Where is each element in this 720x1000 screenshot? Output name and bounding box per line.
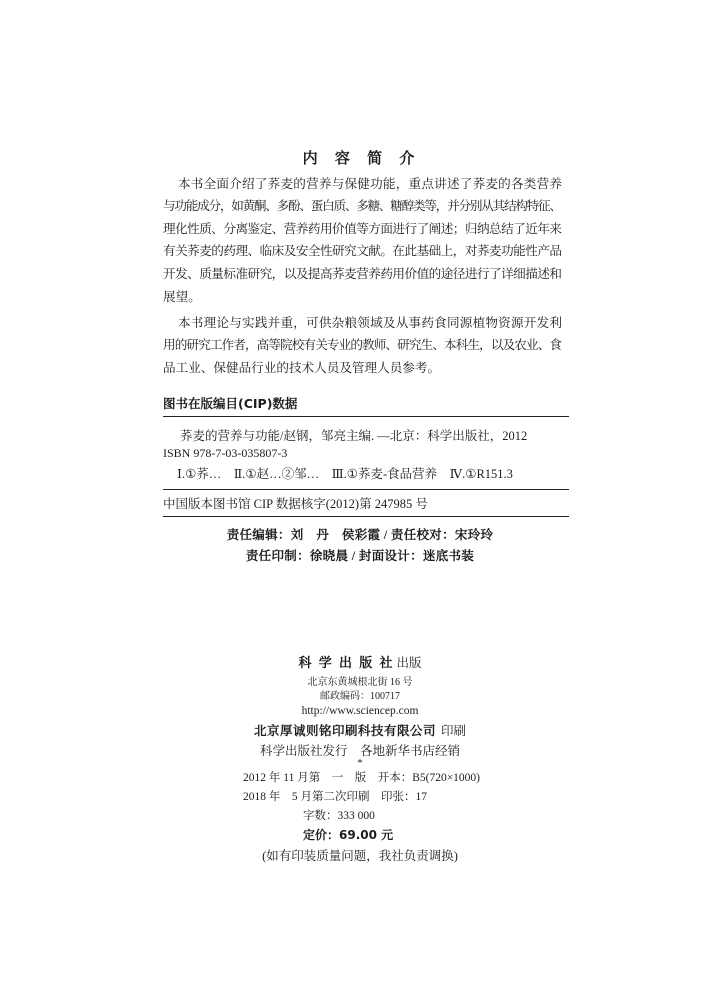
paragraph-line — [163, 286, 562, 309]
publisher-line — [0, 653, 720, 673]
summary-paragraph-2 — [163, 312, 562, 380]
cip-subjects: Ⅰ.①荞… Ⅱ.①赵…②邹… Ⅲ.①荞麦-食品营养 Ⅳ.①R151.3 — [177, 467, 513, 481]
cip-divider-middle — [163, 489, 569, 490]
printing-line: 2018 年 5 月第二次印刷 印张：17 — [243, 791, 427, 803]
line-text: 理化性质、分离鉴定、营养药用价值等方面进行了阐述；归纳总结了近年来 — [163, 221, 562, 236]
cip-divider-bottom — [163, 516, 569, 517]
publisher-role: 出版 — [396, 656, 422, 670]
paragraph-line — [163, 334, 562, 357]
cip-heading: 图书在版编目(CIP)数据 — [163, 396, 298, 411]
separator-asterisk: * — [357, 758, 363, 769]
publisher-website: http://www.sciencep.com — [301, 705, 419, 717]
word-count: 字数：333 000 — [303, 810, 375, 822]
distribution-line: 科学出版社发行 各地新华书店经销 — [259, 744, 460, 758]
publisher-address: 北京东黄城根北街 16 号 — [307, 677, 413, 688]
quality-note: (如有印装质量问题，我社负责调换) — [262, 849, 458, 863]
paragraph-line — [163, 218, 562, 241]
line-text: 展望。 — [163, 289, 201, 304]
line-text: 与功能成分，如黄酮、多酚、蛋白质、多糖、糖醇类等，并分别从其结构特征、 — [163, 199, 561, 214]
cip-divider-top — [163, 416, 569, 417]
printer-role: 印刷 — [441, 724, 467, 738]
edition-line: 2012 年 11 月第 一 版 开本：B5(720×1000) — [243, 772, 481, 784]
paragraph-line — [163, 173, 562, 196]
paragraph-line — [163, 312, 562, 335]
paragraph-line — [163, 195, 562, 218]
cip-isbn: ISBN 978-7-03-035807-3 — [163, 446, 288, 460]
printer-name: 北京厚诚则铭印刷科技有限公司 — [253, 724, 436, 738]
line-text: 品工业、保健品行业的技术人员及管理人员参考。 — [163, 360, 441, 375]
summary-title: 内 容 简 介 — [302, 149, 418, 167]
publisher-postcode: 邮政编码：100717 — [320, 691, 400, 702]
credits-production: 责任印制：徐晓晨 / 封面设计：迷底书装 — [245, 549, 475, 563]
credits-editors: 责任编辑：刘 丹 侯彩霞 / 责任校对：宋玲玲 — [226, 528, 494, 542]
paragraph-line — [163, 240, 562, 263]
paragraph-line — [163, 263, 562, 286]
line-text: 开发、质量标准研究，以及提高荞麦营养药用价值的途径进行了详细描述和 — [163, 267, 562, 282]
line-text: 用的研究工作者，高等院校有关专业的教师、研究生、本科生，以及农业、食 — [163, 338, 562, 353]
paragraph-line — [163, 357, 562, 380]
printer-line — [0, 721, 720, 741]
line-text: 有关荞麦的药理、临床及安全性研究文献。在此基础上，对荞麦功能性产品 — [163, 244, 562, 259]
cip-title-line: 荞麦的营养与功能/赵钢，邹亮主编. —北京：科学出版社，2012 — [180, 429, 528, 443]
line-text: 本书全面介绍了荞麦的营养与保健功能，重点讲述了荞麦的各类营养 — [178, 176, 563, 191]
publisher-name: 科 学 出 版 社 — [298, 655, 395, 670]
summary-paragraph-1 — [163, 173, 562, 309]
line-text: 本书理论与实践并重，可供杂粮领域及从事药食同源植物资源开发利 — [178, 315, 563, 330]
cip-record-number: 中国版本图书馆 CIP 数据核字(2012)第 247985 号 — [163, 497, 428, 511]
price: 定价：69.00 元 — [303, 828, 394, 842]
